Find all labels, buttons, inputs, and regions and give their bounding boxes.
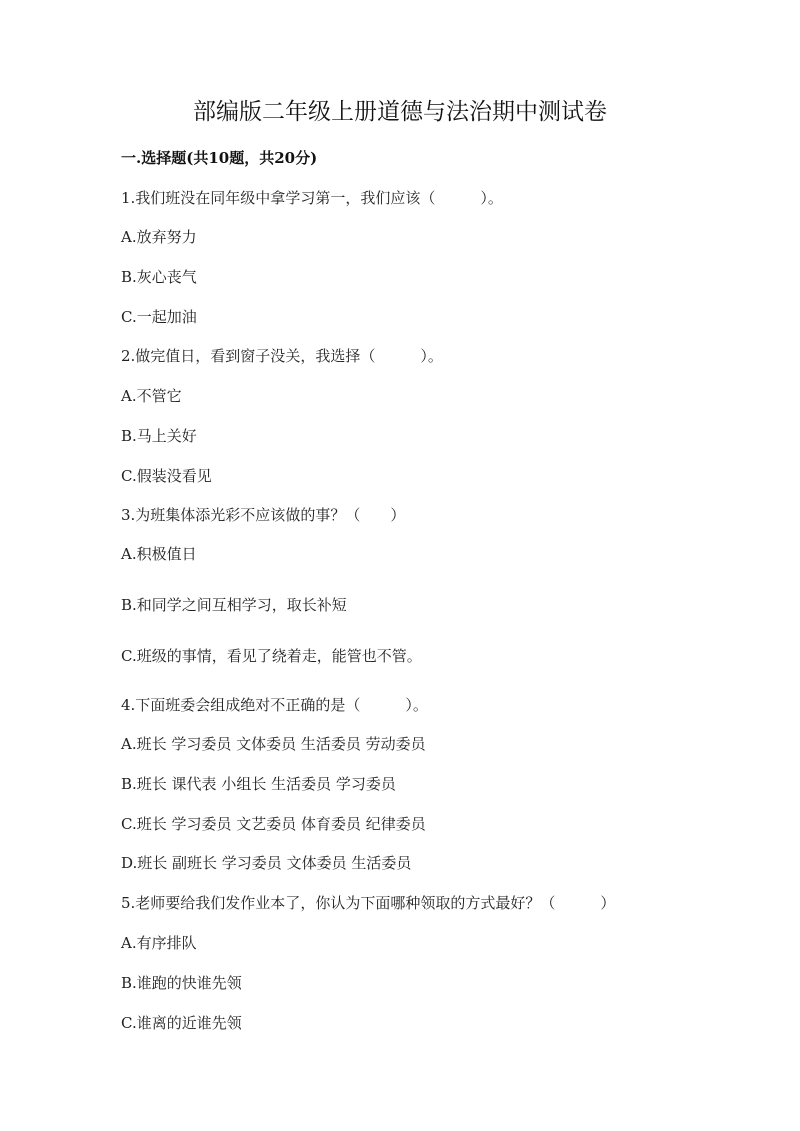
question-2-option-a: A.不管它: [121, 387, 182, 405]
question-2-option-b: B.马上关好: [121, 427, 197, 445]
question-5-stem: 5.老师要给我们发作业本了，你认为下面哪种领取的方式最好？（ ）: [121, 894, 616, 912]
question-3-option-a: A.积极值日: [121, 545, 197, 563]
section-heading: 一.选择题(共10题，共20分): [121, 149, 318, 167]
question-5-option-c: C.谁离的近谁先领: [121, 1014, 242, 1032]
question-1-option-b: B.灰心丧气: [121, 268, 197, 286]
question-3-stem: 3.为班集体添光彩不应该做的事？（ ）: [121, 506, 406, 524]
question-1-option-c: C.一起加油: [121, 308, 197, 326]
question-4-option-a: A.班长 学习委员 文体委员 生活委员 劳动委员: [121, 735, 426, 753]
question-5-option-a: A.有序排队: [121, 934, 197, 952]
question-4-option-c: C.班长 学习委员 文艺委员 体育委员 纪律委员: [121, 815, 426, 833]
question-4-stem: 4.下面班委会组成绝对不正确的是（ ）。: [121, 696, 428, 714]
question-1-option-a: A.放弃努力: [121, 228, 197, 246]
question-1-stem: 1.我们班没在同年级中拿学习第一，我们应该（ ）。: [121, 189, 503, 207]
question-2-stem: 2.做完值日，看到窗子没关，我选择（ ）。: [121, 347, 443, 365]
question-3-option-c: C.班级的事情，看见了绕着走，能管也不管。: [121, 647, 422, 665]
question-3-option-b: B.和同学之间互相学习，取长补短: [121, 596, 347, 614]
question-2-option-c: C.假装没看见: [121, 467, 212, 485]
question-5-option-b: B.谁跑的快谁先领: [121, 974, 242, 992]
page-title: 部编版二年级上册道德与法治期中测试卷: [193, 99, 607, 125]
question-4-option-d: D.班长 副班长 学习委员 文体委员 生活委员: [121, 854, 412, 872]
question-4-option-b: B.班长 课代表 小组长 生活委员 学习委员: [121, 775, 396, 793]
